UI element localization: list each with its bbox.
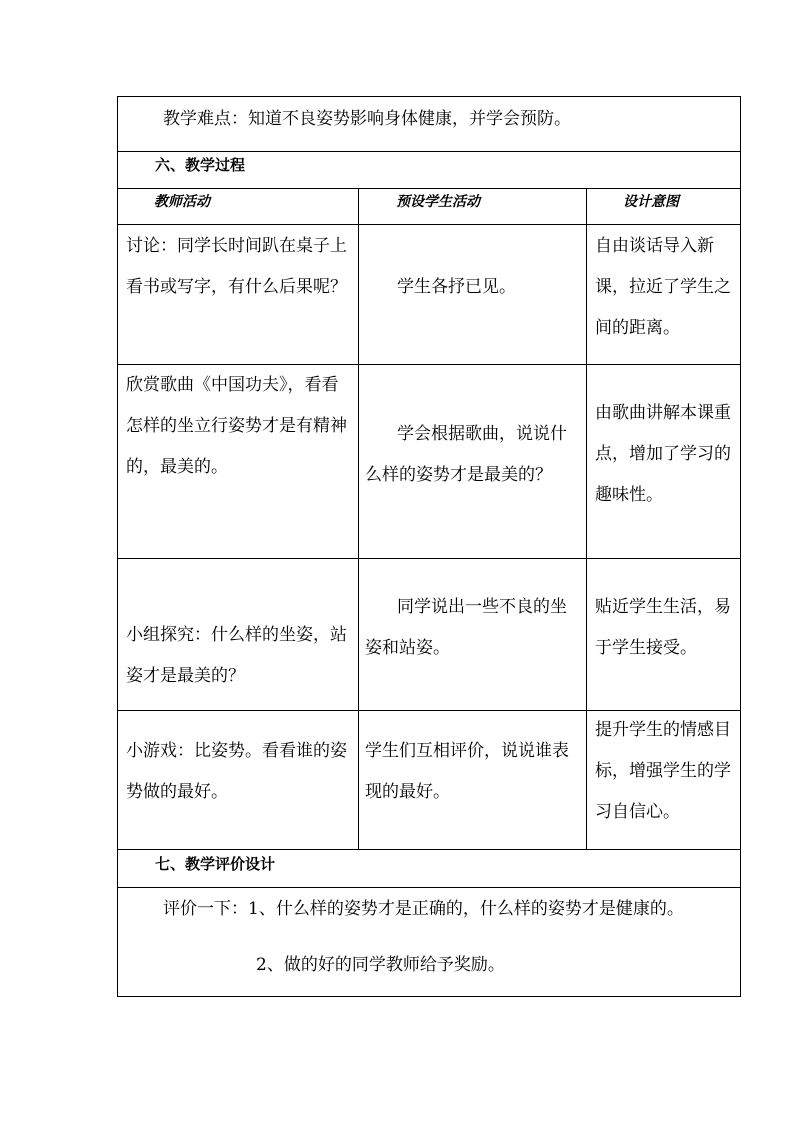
rule xyxy=(118,558,740,559)
lesson-plan-table xyxy=(117,96,741,997)
row-3-teacher: 小组探究：什么样的坐姿，站姿才是最美的？ xyxy=(126,625,347,686)
rule xyxy=(118,224,740,225)
row-3-student: 同学说出一些不良的坐姿和站姿。 xyxy=(365,597,567,658)
evaluation-line-1: 评价一下：1、什么样的姿势才是正确的，什么样的姿势才是健康的。 xyxy=(163,899,684,919)
row-2-student: 学会根据歌曲，说说什么样的姿势才是最美的？ xyxy=(365,424,567,485)
section-7-title: 七、教学评价设计 xyxy=(155,855,276,873)
column-rule xyxy=(358,188,359,849)
row-1-intent: 自由谈话导入新课，拉近了学生之间的距离。 xyxy=(595,236,731,338)
rule xyxy=(118,151,740,152)
row-2-intent: 由歌曲讲解本课重点，增加了学习的趣味性。 xyxy=(595,403,731,505)
rule xyxy=(118,188,740,189)
row-4-teacher: 小游戏：比姿势。看看谁的姿势做的最好。 xyxy=(126,741,347,802)
section-6-title: 六、教学过程 xyxy=(155,156,246,174)
rule xyxy=(118,887,740,888)
column-rule xyxy=(586,188,587,849)
rule xyxy=(118,849,740,850)
row-1-teacher: 讨论：同学长时间趴在桌子上看书或写字，有什么后果呢？ xyxy=(126,236,347,297)
header-teacher-activity: 教师活动 xyxy=(154,194,210,210)
row-4-intent: 提升学生的情感目标，增强学生的学习自信心。 xyxy=(595,720,731,822)
row-2-teacher: 欣赏歌曲《中国功夫》，看看怎样的坐立行姿势才是有精神的，最美的。 xyxy=(126,375,347,477)
row-1-student: 学生各抒已见。 xyxy=(397,277,516,297)
teaching-difficulty: 教学难点：知道不良姿势影响身体健康，并学会预防。 xyxy=(163,109,571,129)
header-student-activity: 预设学生活动 xyxy=(396,194,480,210)
header-design-intent: 设计意图 xyxy=(623,194,679,210)
evaluation-line-2: 2、做的好的同学教师给予奖励。 xyxy=(256,955,505,975)
row-4-student: 学生们互相评价，说说谁表现的最好。 xyxy=(365,741,569,802)
row-3-intent: 贴近学生生活，易于学生接受。 xyxy=(595,597,731,658)
